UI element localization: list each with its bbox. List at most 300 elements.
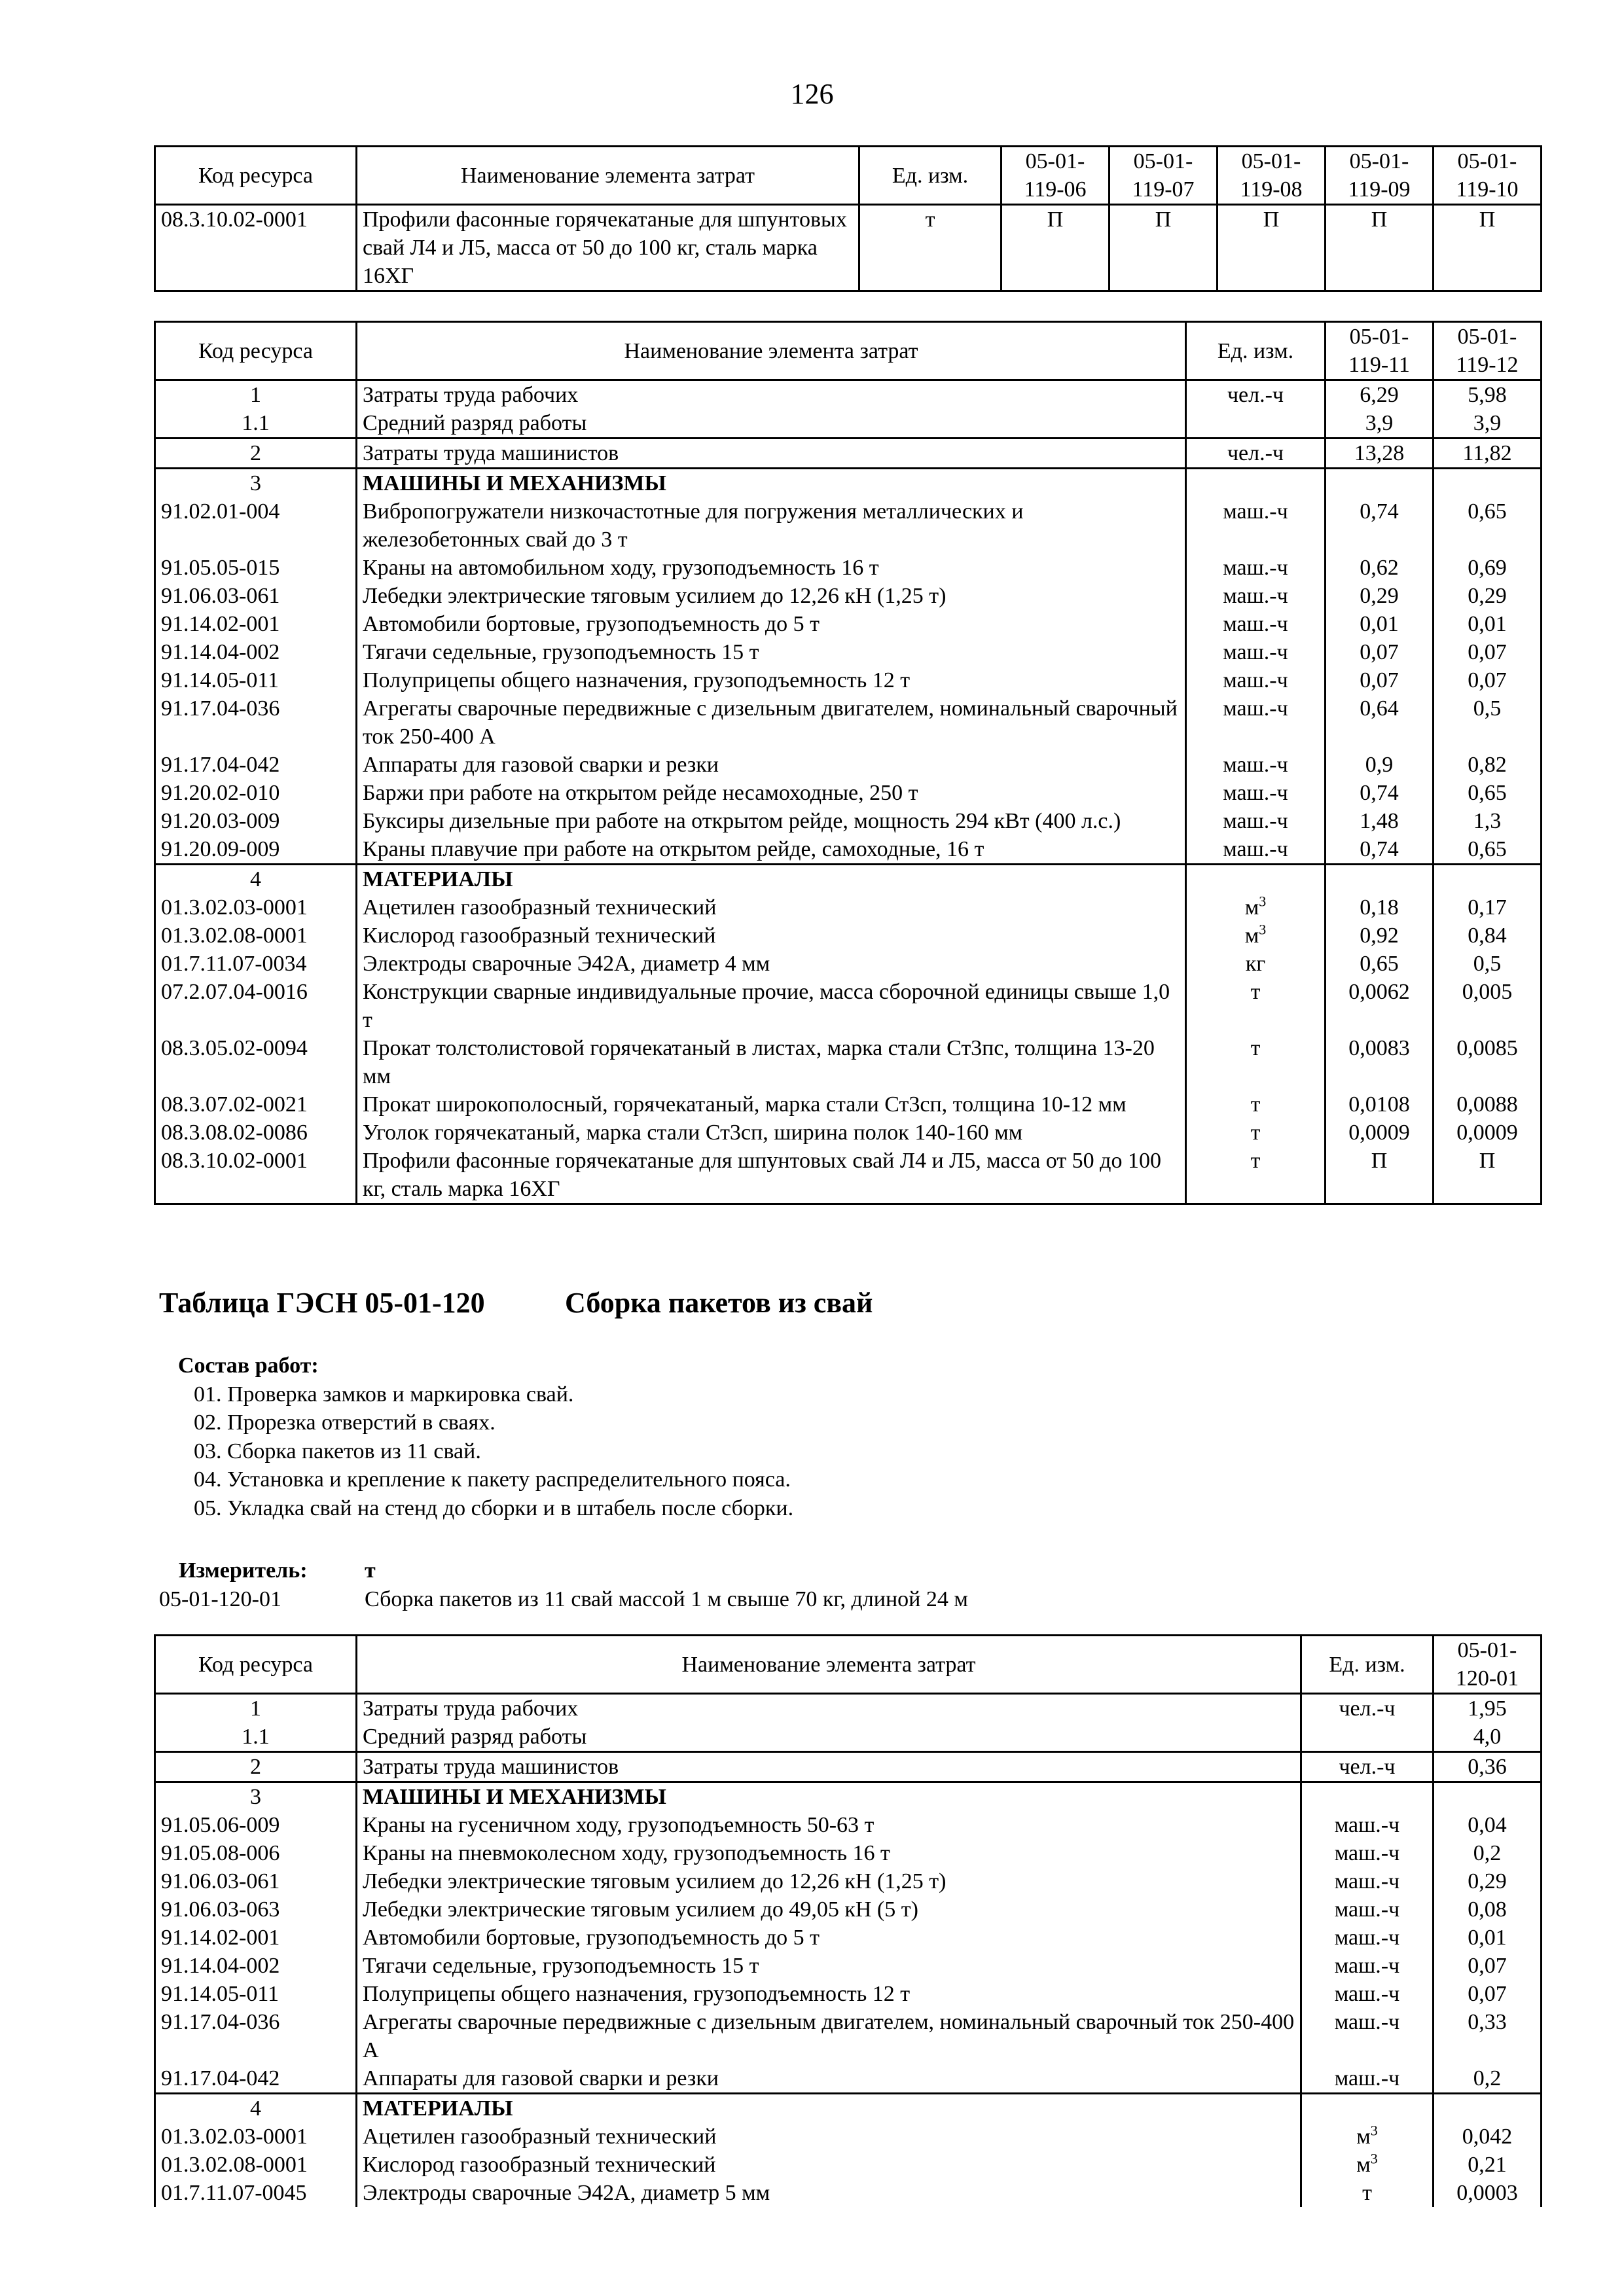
cell-unit-text: маш.-ч — [1223, 837, 1288, 861]
unit-superscript: 3 — [1259, 893, 1267, 910]
cell-code — [155, 865, 357, 894]
table-row — [155, 638, 1542, 666]
table-row — [155, 666, 1542, 694]
cell-unit — [1186, 694, 1326, 751]
cell-name-text: Прокат широкополосный, горячекатаный, марка стали Ст3сп, толщина 10-12 мм — [363, 1092, 1127, 1117]
table-row — [155, 2151, 1542, 2179]
cell-value — [1326, 978, 1434, 1034]
cell-unit-text: т — [1250, 1149, 1261, 1173]
cell-unit — [1301, 2064, 1434, 2094]
cell-unit-text: маш.-ч — [1223, 612, 1288, 636]
cell-code-text: 08.3.08.02-0086 — [161, 1121, 308, 1145]
cell-unit — [1186, 1090, 1326, 1119]
cell-value — [1434, 1723, 1542, 1752]
table-row — [155, 694, 1542, 751]
cell-name-text: Средний разряд работы — [363, 411, 587, 435]
cell-unit — [1301, 2008, 1434, 2064]
cell-value-text: 0,0088 — [1456, 1092, 1518, 1117]
cell-code-text: 1.1 — [242, 411, 270, 435]
cell-value: П — [1218, 205, 1326, 291]
cell-value — [1326, 638, 1434, 666]
cell-unit — [1186, 380, 1326, 410]
cell-unit — [1301, 1867, 1434, 1895]
table-row — [155, 1752, 1542, 1782]
cell-code-text: 01.7.11.07-0045 — [161, 2181, 307, 2205]
cell-name-text: Кислород газообразный технический — [363, 924, 716, 948]
cell-unit-text: маш.-ч — [1334, 1841, 1400, 1865]
cell-value-text: 0,07 — [1468, 1982, 1507, 2006]
resource-table-119-06-10 — [154, 145, 1542, 292]
cell-name-text: МАШИНЫ И МЕХАНИЗМЫ — [363, 1785, 666, 1809]
cell-code — [155, 497, 357, 554]
header-col-119-11: 05-01-119-11 — [1326, 322, 1434, 380]
norm-description: Сборка пакетов из 11 свай массой 1 м свыше 70 кг, длиной 24 м — [365, 1587, 968, 1611]
cell-value-text: 0,74 — [1360, 781, 1399, 805]
cell-code-text: 01.3.02.08-0001 — [161, 2153, 308, 2177]
cell-value — [1434, 469, 1542, 498]
cell-code-text: 1 — [250, 383, 261, 407]
cell-name — [357, 950, 1186, 978]
cell-value-text: 1,95 — [1468, 1696, 1507, 1721]
cell-unit — [1301, 1839, 1434, 1867]
cell-value — [1434, 2064, 1542, 2094]
cell-value — [1434, 1924, 1542, 1952]
cell-unit — [1301, 2151, 1434, 2179]
cell-name — [357, 978, 1186, 1034]
cell-name — [357, 1867, 1301, 1895]
cell-value — [1326, 1034, 1434, 1090]
header-col-119-12: 05-01-119-12 — [1434, 322, 1542, 380]
cell-unit-text: маш.-ч — [1334, 1813, 1400, 1837]
cell-unit — [1186, 950, 1326, 978]
cell-code-text: 91.17.04-036 — [161, 696, 280, 721]
cell-unit-text: маш.-ч — [1223, 640, 1288, 664]
cell-value-text: 0,0108 — [1348, 1092, 1410, 1117]
cell-unit — [1186, 807, 1326, 835]
cell-unit — [1301, 2123, 1434, 2151]
cell-value — [1434, 1752, 1542, 1782]
cell-name-text: Краны на пневмоколесном ходу, грузоподъемность 16 т — [363, 1841, 890, 1865]
cell-code — [155, 694, 357, 751]
cell-value — [1326, 751, 1434, 779]
cell-value — [1326, 380, 1434, 410]
cell-unit-text: т — [1250, 1036, 1261, 1060]
cell-code — [155, 893, 357, 922]
cell-value — [1434, 807, 1542, 835]
cell-unit-text: чел.-ч — [1227, 383, 1284, 407]
cell-name-text: Аппараты для газовой сварки и резки — [363, 2066, 719, 2090]
table-row — [155, 779, 1542, 807]
cell-value — [1434, 2123, 1542, 2151]
cell-name-text: Вибропогружатели низкочастотные для погружения металлических и железобетонных свай до 3 т — [363, 499, 1024, 552]
cell-code — [155, 1811, 357, 1839]
cell-name-text: Ацетилен газообразный технический — [363, 2125, 717, 2149]
cell-name-text: Затраты труда рабочих — [363, 1696, 579, 1721]
header-name: Наименование элемента затрат — [357, 147, 859, 205]
cell-code — [155, 1090, 357, 1119]
cell-unit-text: маш.-ч — [1334, 1982, 1400, 2006]
cell-name-text: Электроды сварочные Э42А, диаметр 5 мм — [363, 2181, 770, 2205]
cell-value — [1434, 1839, 1542, 1867]
cell-value — [1434, 666, 1542, 694]
cell-unit — [1301, 1723, 1434, 1752]
cell-code-text: 1.1 — [242, 1725, 270, 1749]
cell-unit-text: маш.-ч — [1223, 668, 1288, 692]
cell-value — [1326, 1147, 1434, 1204]
cell-unit-text: маш.-ч — [1334, 2010, 1400, 2034]
cell-name — [357, 807, 1186, 835]
cell-value-text: 0,005 — [1462, 980, 1513, 1004]
table-row — [155, 205, 1542, 291]
cell-code — [155, 779, 357, 807]
table-row — [155, 865, 1542, 894]
table-heading — [159, 1286, 873, 1319]
cell-name — [357, 1694, 1301, 1723]
cell-value-text: 11,82 — [1462, 441, 1512, 465]
cell-name — [357, 694, 1186, 751]
cell-unit — [1301, 2179, 1434, 2207]
cell-name — [357, 1952, 1301, 1980]
cell-unit: т — [859, 205, 1001, 291]
cell-value — [1434, 380, 1542, 410]
cell-value-text: 0,9 — [1365, 753, 1394, 777]
cell-value-text: П — [1371, 1149, 1388, 1173]
cell-name — [357, 1811, 1301, 1839]
cell-code — [155, 638, 357, 666]
cell-code-text: 07.2.07.04-0016 — [161, 980, 308, 1004]
header-unit: Ед. изм. — [859, 147, 1001, 205]
cell-name-text: Ацетилен газообразный технический — [363, 895, 717, 920]
header-code: Код ресурса — [155, 147, 357, 205]
cell-name-text: Краны на гусеничном ходу, грузоподъемность 50-63 т — [363, 1813, 875, 1837]
table-row — [155, 610, 1542, 638]
cell-value — [1326, 893, 1434, 922]
cell-unit-text: маш.-ч — [1334, 1926, 1400, 1950]
cell-value — [1434, 1895, 1542, 1924]
cell-name — [357, 638, 1186, 666]
cell-code-text: 91.14.04-002 — [161, 1954, 280, 1978]
cell-unit — [1186, 751, 1326, 779]
cell-value: П — [1001, 205, 1110, 291]
cell-value-text: 0,29 — [1468, 1869, 1507, 1893]
cell-value-text: 0,0062 — [1348, 980, 1410, 1004]
cell-unit — [1186, 1147, 1326, 1204]
cell-name — [357, 835, 1186, 865]
cell-value — [1326, 922, 1434, 950]
resource-table-119-11-12 — [154, 321, 1542, 1205]
cell-value-text: 4,0 — [1473, 1725, 1502, 1749]
table-row — [155, 835, 1542, 865]
table-row — [155, 1924, 1542, 1952]
cell-value-text: П — [1479, 1149, 1496, 1173]
cell-unit — [1301, 1980, 1434, 2008]
cell-name-text: Краны на автомобильном ходу, грузоподъемность 16 т — [363, 556, 879, 580]
cell-code-text: 4 — [250, 2096, 261, 2121]
cell-value-text: 0,0009 — [1348, 1121, 1410, 1145]
composition-item: 04. Установка и крепление к пакету распределительного пояса. — [194, 1467, 791, 1492]
cell-unit-text: м — [1356, 2153, 1371, 2177]
cell-value — [1434, 439, 1542, 469]
cell-unit-text: маш.-ч — [1223, 556, 1288, 580]
table-row — [155, 1090, 1542, 1119]
table-row — [155, 469, 1542, 498]
cell-name — [357, 1782, 1301, 1812]
cell-code-text: 01.3.02.03-0001 — [161, 895, 308, 920]
cell-value: П — [1326, 205, 1434, 291]
cell-value-text: 3,9 — [1473, 411, 1502, 435]
table-row — [155, 1895, 1542, 1924]
cell-code — [155, 950, 357, 978]
cell-unit-text: м — [1356, 2125, 1371, 2149]
cell-value-text: 0,07 — [1468, 1954, 1507, 1978]
cell-value-text: 0,0009 — [1456, 1121, 1518, 1145]
cell-name — [357, 2064, 1301, 2094]
table-row — [155, 2123, 1542, 2151]
cell-unit — [1186, 638, 1326, 666]
cell-code-text: 91.02.01-004 — [161, 499, 280, 524]
table-row — [155, 807, 1542, 835]
table-row — [155, 2179, 1542, 2207]
cell-name — [357, 2094, 1301, 2123]
cell-value-text: 0,64 — [1360, 696, 1399, 721]
cell-unit — [1186, 469, 1326, 498]
cell-name — [357, 893, 1186, 922]
cell-value — [1326, 409, 1434, 439]
cell-unit — [1186, 865, 1326, 894]
cell-code — [155, 1839, 357, 1867]
cell-value: П — [1434, 205, 1542, 291]
cell-name-text: Конструкции сварные индивидуальные прочие, масса сборочной единицы свыше 1,0 т — [363, 980, 1170, 1032]
cell-code — [155, 978, 357, 1034]
cell-value-text: 0,0003 — [1456, 2181, 1518, 2205]
cell-value-text: 0,01 — [1360, 612, 1399, 636]
cell-code-text: 91.14.05-011 — [161, 668, 280, 692]
cell-unit — [1301, 1694, 1434, 1723]
cell-name-text: Полуприцепы общего назначения, грузоподъемность 12 т — [363, 668, 911, 692]
composition-title: Состав работ: — [178, 1354, 319, 1378]
table-row — [155, 978, 1542, 1034]
header-unit: Ед. изм. — [1301, 1636, 1434, 1694]
cell-unit-text: маш.-ч — [1334, 1869, 1400, 1893]
cell-code-text: 01.7.11.07-0034 — [161, 952, 307, 976]
cell-value-text: 0,07 — [1360, 640, 1399, 664]
cell-name-text: Кислород газообразный технический — [363, 2153, 716, 2177]
cell-name — [357, 1090, 1186, 1119]
cell-code-text: 91.05.05-015 — [161, 556, 280, 580]
cell-name — [357, 439, 1186, 469]
table-row — [155, 2008, 1542, 2064]
cell-name-text: Затраты труда машинистов — [363, 1755, 619, 1779]
cell-code — [155, 1782, 357, 1812]
table-row — [155, 1839, 1542, 1867]
cell-code — [155, 1034, 357, 1090]
cell-code-text: 1 — [250, 1696, 261, 1721]
cell-name — [357, 2123, 1301, 2151]
cell-code — [155, 1924, 357, 1952]
cell-value — [1434, 751, 1542, 779]
cell-name — [357, 1924, 1301, 1952]
cell-unit — [1186, 835, 1326, 865]
table-title: Таблица ГЭСН 05-01-120 — [159, 1287, 485, 1319]
cell-value-text: 0,74 — [1360, 837, 1399, 861]
cell-value — [1326, 694, 1434, 751]
cell-value-text: 0,92 — [1360, 924, 1399, 948]
cell-code-text: 08.3.05.02-0094 — [161, 1036, 308, 1060]
cell-name-text: Лебедки электрические тяговым усилием до 49,05 кН (5 т) — [363, 1897, 918, 1922]
cell-code-text: 91.17.04-042 — [161, 753, 280, 777]
cell-name — [357, 2008, 1301, 2064]
cell-value — [1326, 610, 1434, 638]
cell-unit — [1186, 779, 1326, 807]
header-code: Код ресурса — [155, 322, 357, 380]
cell-unit — [1186, 497, 1326, 554]
cell-value — [1434, 950, 1542, 978]
cell-value — [1434, 978, 1542, 1034]
cell-code-text: 08.3.10.02-0001 — [161, 1149, 308, 1173]
header-col-119-09: 05-01-119-09 — [1326, 147, 1434, 205]
cell-value — [1326, 554, 1434, 582]
cell-value — [1434, 779, 1542, 807]
cell-unit — [1186, 978, 1326, 1034]
cell-value-text: 0,65 — [1468, 781, 1507, 805]
cell-code — [155, 2008, 357, 2064]
cell-code — [155, 380, 357, 410]
cell-value — [1434, 2179, 1542, 2207]
cell-value-text: 13,28 — [1354, 441, 1405, 465]
cell-code-text: 91.14.02-001 — [161, 1926, 280, 1950]
cell-name-text: Электроды сварочные Э42А, диаметр 4 мм — [363, 952, 770, 976]
cell-code-text: 91.20.09-009 — [161, 837, 280, 861]
table-row — [155, 950, 1542, 978]
cell-unit-text: маш.-ч — [1223, 499, 1288, 524]
cell-name — [357, 751, 1186, 779]
cell-value — [1326, 807, 1434, 835]
cell-value — [1434, 2008, 1542, 2064]
cell-value-text: 0,65 — [1360, 952, 1399, 976]
cell-value-text: 0,21 — [1468, 2153, 1507, 2177]
cell-code — [155, 439, 357, 469]
cell-unit-text: т — [1250, 1121, 1261, 1145]
cell-code-text: 91.14.04-002 — [161, 640, 280, 664]
cell-value-text: 1,3 — [1473, 809, 1502, 833]
cell-name-text: Агрегаты сварочные передвижные с дизельным двигателем, номинальный сварочный ток 250-400 А — [363, 696, 1178, 749]
cell-name — [357, 1895, 1301, 1924]
cell-value-text: 0,17 — [1468, 895, 1507, 920]
cell-value — [1326, 865, 1434, 894]
cell-name: Профили фасонные горячекатаные для шпунтовых свай Л4 и Л5, масса от 50 до 100 кг, сталь марка 16ХГ — [357, 205, 859, 291]
cell-value-text: 1,48 — [1360, 809, 1399, 833]
cell-unit-text: т — [1250, 980, 1261, 1004]
cell-unit — [1301, 1952, 1434, 1980]
cell-unit — [1301, 2094, 1434, 2123]
cell-value — [1434, 1147, 1542, 1204]
cell-name — [357, 380, 1186, 410]
cell-unit — [1186, 610, 1326, 638]
cell-code — [155, 922, 357, 950]
table-row — [155, 1723, 1542, 1752]
cell-value — [1326, 666, 1434, 694]
cell-value-text: 0,18 — [1360, 895, 1399, 920]
cell-code — [155, 1980, 357, 2008]
cell-name — [357, 497, 1186, 554]
cell-value-text: 0,2 — [1473, 1841, 1502, 1865]
cell-code-text: 4 — [250, 867, 261, 891]
cell-value-text: 0,84 — [1468, 924, 1507, 948]
cell-code-text: 91.17.04-036 — [161, 2010, 280, 2034]
cell-value-text: 0,07 — [1468, 640, 1507, 664]
cell-code-text: 3 — [250, 1785, 261, 1809]
cell-code — [155, 1694, 357, 1723]
cell-unit — [1186, 893, 1326, 922]
cell-value: П — [1110, 205, 1218, 291]
cell-value — [1434, 835, 1542, 865]
composition-item: 01. Проверка замков и маркировка свай. — [194, 1382, 574, 1407]
cell-name-text: Лебедки электрические тяговым усилием до 12,26 кН (1,25 т) — [363, 1869, 947, 1893]
cell-name — [357, 666, 1186, 694]
cell-code-text: 91.06.03-061 — [161, 1869, 280, 1893]
cell-code — [155, 610, 357, 638]
composition-item: 03. Сборка пакетов из 11 свай. — [194, 1439, 481, 1463]
cell-name-text: МАШИНЫ И МЕХАНИЗМЫ — [363, 471, 666, 495]
cell-name — [357, 610, 1186, 638]
cell-value — [1434, 1811, 1542, 1839]
cell-name — [357, 409, 1186, 439]
cell-value-text: 0,08 — [1468, 1897, 1507, 1922]
cell-name-text: Полуприцепы общего назначения, грузоподъемность 12 т — [363, 1982, 911, 2006]
cell-value-text: 0,29 — [1468, 584, 1507, 608]
table-row — [155, 1782, 1542, 1812]
cell-value — [1434, 1782, 1542, 1812]
cell-unit — [1301, 1782, 1434, 1812]
cell-code-text: 01.3.02.03-0001 — [161, 2125, 308, 2149]
cell-value — [1434, 582, 1542, 610]
table-row — [155, 1811, 1542, 1839]
cell-code — [155, 469, 357, 498]
cell-name — [357, 1980, 1301, 2008]
cell-value — [1434, 694, 1542, 751]
cell-value — [1434, 922, 1542, 950]
cell-name-text: МАТЕРИАЛЫ — [363, 867, 513, 891]
cell-name — [357, 554, 1186, 582]
cell-code-text: 08.3.07.02-0021 — [161, 1092, 308, 1117]
cell-value-text: 6,29 — [1360, 383, 1399, 407]
cell-value-text: 0,07 — [1360, 668, 1399, 692]
cell-code-text: 2 — [250, 1755, 261, 1779]
cell-code-text: 91.06.03-063 — [161, 1897, 280, 1922]
cell-unit — [1186, 922, 1326, 950]
cell-value — [1326, 950, 1434, 978]
cell-name-text: Аппараты для газовой сварки и резки — [363, 753, 719, 777]
cell-value — [1326, 835, 1434, 865]
cell-name-text: Прокат толстолистовой горячекатаный в листах, марка стали Ст3пс, толщина 13-20 мм — [363, 1036, 1155, 1088]
cell-value-text: 0,042 — [1462, 2125, 1513, 2149]
cell-code-text: 91.17.04-042 — [161, 2066, 280, 2090]
cell-code-text: 91.20.03-009 — [161, 809, 280, 833]
cell-code-text: 91.05.08-006 — [161, 1841, 280, 1865]
cell-unit — [1186, 666, 1326, 694]
cell-name — [357, 582, 1186, 610]
page-number: 126 — [790, 78, 834, 110]
cell-value-text: 0,2 — [1473, 2066, 1502, 2090]
cell-code-text: 3 — [250, 471, 261, 495]
cell-code-text: 2 — [250, 441, 261, 465]
table-row — [155, 1867, 1542, 1895]
cell-code — [155, 2064, 357, 2094]
cell-value-text: 0,07 — [1468, 668, 1507, 692]
header-name: Наименование элемента затрат — [357, 1636, 1301, 1694]
cell-code — [155, 1147, 357, 1204]
cell-unit-text: чел.-ч — [1339, 1755, 1396, 1779]
